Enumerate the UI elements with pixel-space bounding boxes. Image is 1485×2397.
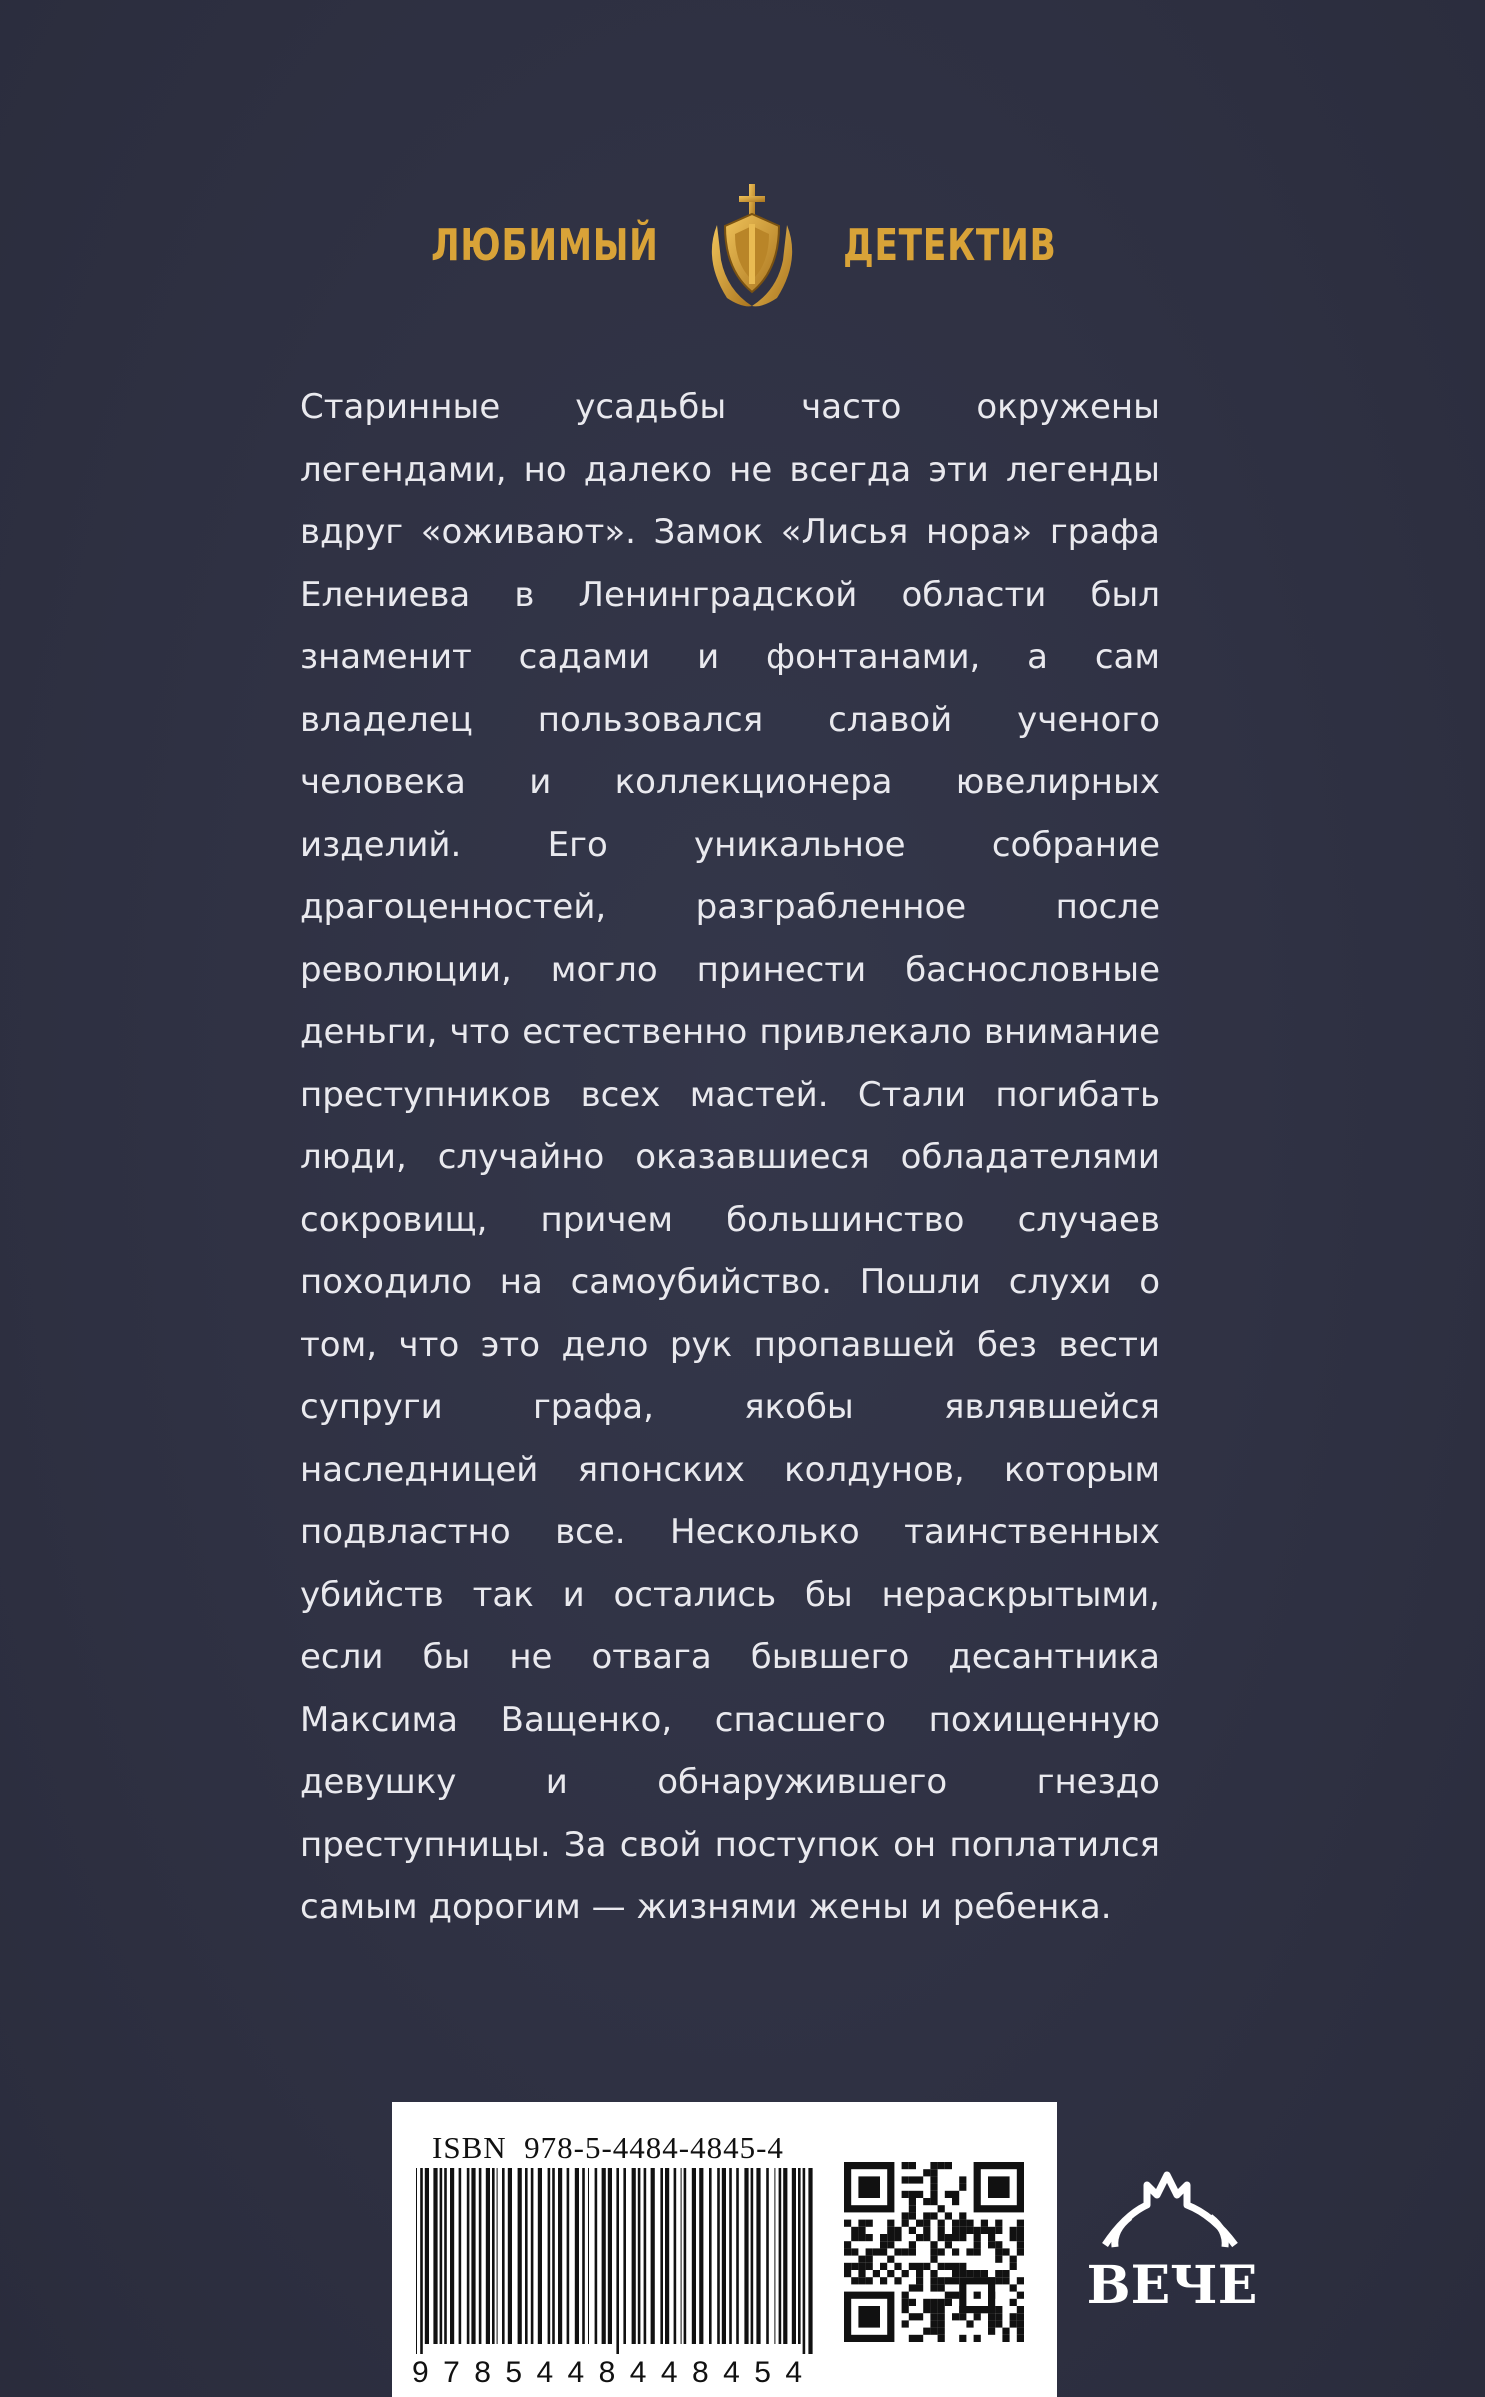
- qr-module: [959, 2335, 966, 2342]
- qr-module: [959, 2176, 966, 2183]
- qr-module: [988, 2234, 995, 2241]
- qr-module: [959, 2234, 966, 2241]
- qr-module: [995, 2256, 1002, 2263]
- qr-module: [916, 2284, 923, 2291]
- barcode-bar: [623, 2168, 626, 2344]
- barcode-bar: [803, 2168, 806, 2354]
- qr-module: [902, 2299, 909, 2306]
- barcode-bar: [459, 2168, 462, 2344]
- qr-module: [1010, 2320, 1017, 2327]
- qr-module: [923, 2169, 930, 2176]
- qr-module: [866, 2234, 873, 2241]
- qr-module: [938, 2162, 945, 2169]
- series-header: [0, 180, 1485, 310]
- qr-module: [894, 2263, 901, 2270]
- qr-module: [1002, 2277, 1009, 2284]
- qr-module: [880, 2263, 887, 2270]
- qr-module: [995, 2248, 1002, 2255]
- qr-module: [909, 2198, 916, 2205]
- barcode-bar: [774, 2168, 775, 2344]
- qr-module: [887, 2270, 894, 2277]
- qr-module: [916, 2335, 923, 2342]
- qr-module: [873, 2270, 880, 2277]
- barcode-bar: [709, 2168, 712, 2344]
- qr-module: [902, 2176, 909, 2183]
- qr-module: [916, 2263, 923, 2270]
- qr-module: [844, 2270, 851, 2277]
- isbn-number: 978-5-4484-4845-4: [524, 2130, 784, 2165]
- qr-module: [952, 2234, 959, 2241]
- qr-module: [974, 2241, 981, 2248]
- qr-module: [1017, 2306, 1024, 2313]
- ean-barcode: [412, 2168, 832, 2388]
- qr-module: [902, 2320, 909, 2327]
- qr-module: [988, 2313, 995, 2320]
- qr-module: [981, 2220, 988, 2227]
- qr-module: [887, 2256, 894, 2263]
- barcode-bar: [567, 2168, 570, 2344]
- qr-module: [930, 2198, 937, 2205]
- qr-module: [952, 2313, 959, 2320]
- barcode-bar: [632, 2168, 636, 2344]
- qr-module: [981, 2227, 988, 2234]
- qr-module: [938, 2328, 945, 2335]
- qr-module: [887, 2241, 894, 2248]
- qr-module: [988, 2227, 995, 2234]
- qr-module: [858, 2176, 880, 2198]
- qr-module: [1010, 2263, 1017, 2270]
- qr-module: [930, 2212, 937, 2219]
- qr-module: [902, 2292, 909, 2299]
- qr-module: [844, 2241, 851, 2248]
- qr-code: [844, 2162, 1024, 2342]
- qr-module: [923, 2306, 930, 2313]
- barcode-bar: [766, 2168, 769, 2344]
- qr-module: [902, 2162, 909, 2169]
- qr-module: [959, 2270, 966, 2277]
- qr-module: [902, 2306, 909, 2313]
- qr-module: [952, 2191, 959, 2198]
- qr-module: [938, 2248, 945, 2255]
- qr-module: [974, 2234, 981, 2241]
- qr-module: [1017, 2328, 1024, 2335]
- qr-module: [909, 2191, 916, 2198]
- qr-module: [995, 2277, 1002, 2284]
- qr-module: [1017, 2234, 1024, 2241]
- qr-module: [858, 2270, 865, 2277]
- barcode-bar: [486, 2168, 490, 2344]
- qr-module: [923, 2198, 930, 2205]
- barcode-bar: [508, 2168, 512, 2344]
- qr-module: [930, 2299, 937, 2306]
- qr-module: [909, 2205, 916, 2212]
- barcode-bar: [684, 2168, 687, 2344]
- qr-module: [930, 2284, 937, 2291]
- qr-module: [1010, 2313, 1017, 2320]
- qr-module: [1017, 2277, 1024, 2284]
- qr-module: [995, 2227, 1002, 2234]
- qr-module: [974, 2313, 981, 2320]
- qr-module: [952, 2277, 959, 2284]
- qr-module: [945, 2241, 952, 2248]
- qr-module: [902, 2191, 909, 2198]
- annotation-text: Старинные усадьбы часто окружены легендами, но далеко не всегда эти легенды вдруг «оживают». Замок «Лисья нора» графа Елениева в Ленинградской области был знаменит садами и фонтанами, а сам владелец пользовался славой ученого человека и коллекционера ювелирных изделий. Его уникальное собрание драгоценностей, разграбленное после революции, могло принести баснословные деньги, что естественно привлекало внимание преступников всех мастей. Стали погибать люди, случайно оказавшиеся обладателями сокровищ, причем большинство случаев походило на самоубийство. Пошли слухи о том, что это дело рук пропавшей без вести супруги графа, якобы являвшейся наследницей японских колдунов, которым подвластно все. Несколько таинственных убийств так и остались бы нераскрытыми, если бы не отвага бывшего десантника Максима Ващенко, спасшего похищенную девушку и обнаружившего гнездо преступницы. За свой поступок он поплатился самым дорогим — жизнями жены и ребенка.: [300, 387, 1160, 1927]
- isbn-label: ISBN: [432, 2130, 507, 2165]
- qr-module: [938, 2220, 945, 2227]
- qr-module: [894, 2227, 901, 2234]
- qr-module: [851, 2248, 858, 2255]
- qr-module: [974, 2270, 981, 2277]
- qr-module: [909, 2162, 916, 2169]
- barcode-bar: [416, 2168, 417, 2354]
- qr-module: [952, 2292, 959, 2299]
- qr-module: [988, 2320, 995, 2327]
- veche-logo-icon: [1085, 2155, 1260, 2330]
- qr-module: [930, 2306, 937, 2313]
- qr-module: [952, 2227, 959, 2234]
- qr-module: [880, 2248, 887, 2255]
- qr-module: [909, 2335, 916, 2342]
- barcode-bar: [450, 2168, 454, 2344]
- qr-module: [1002, 2328, 1009, 2335]
- qr-module: [974, 2248, 981, 2255]
- qr-module: [952, 2263, 959, 2270]
- qr-module: [923, 2227, 930, 2234]
- qr-module: [945, 2299, 952, 2306]
- qr-module: [909, 2241, 916, 2248]
- qr-module: [880, 2241, 887, 2248]
- qr-module: [844, 2248, 851, 2255]
- qr-module: [1010, 2227, 1017, 2234]
- barcode-bar: [681, 2168, 682, 2344]
- barcode-bar: [722, 2168, 726, 2344]
- qr-module: [866, 2277, 873, 2284]
- qr-module: [974, 2335, 981, 2342]
- qr-module: [938, 2299, 945, 2306]
- qr-module: [916, 2277, 923, 2284]
- qr-module: [923, 2220, 930, 2227]
- qr-module: [995, 2270, 1002, 2277]
- barcode-bar: [444, 2168, 447, 2344]
- barcode-bar: [783, 2168, 787, 2344]
- barcode-bar: [525, 2168, 528, 2344]
- barcode-bar: [588, 2168, 589, 2344]
- qr-module: [995, 2241, 1002, 2248]
- qr-module: [894, 2248, 901, 2255]
- qr-module: [1017, 2320, 1024, 2327]
- qr-module: [923, 2212, 930, 2219]
- qr-module: [930, 2328, 937, 2335]
- qr-module: [930, 2184, 937, 2191]
- qr-module: [1010, 2256, 1017, 2263]
- qr-module: [916, 2191, 923, 2198]
- qr-module: [858, 2234, 865, 2241]
- qr-module: [938, 2320, 945, 2327]
- series-title-right: ДЕТЕКТИВ: [842, 219, 1057, 271]
- qr-module: [988, 2328, 995, 2335]
- barcode-bar: [595, 2168, 598, 2344]
- qr-module: [930, 2270, 937, 2277]
- qr-module: [952, 2270, 959, 2277]
- qr-module: [844, 2263, 851, 2270]
- qr-module: [894, 2234, 901, 2241]
- isbn-line: [432, 2130, 784, 2166]
- qr-module: [866, 2263, 873, 2270]
- qr-module: [894, 2277, 901, 2284]
- barcode-bar: [644, 2168, 647, 2344]
- series-title-left: ЛЮБИМЫЙ: [430, 219, 659, 271]
- qr-module: [844, 2220, 851, 2227]
- barcode-bar: [502, 2168, 505, 2344]
- barcode-bar: [467, 2168, 470, 2344]
- qr-module: [887, 2220, 894, 2227]
- qr-module: [945, 2212, 952, 2219]
- isbn-barcode-panel: [392, 2102, 1057, 2397]
- qr-module: [938, 2263, 945, 2270]
- qr-module: [1017, 2335, 1024, 2342]
- barcode-bar: [692, 2168, 696, 2344]
- qr-module: [930, 2169, 937, 2176]
- publisher-name: ВЕЧЕ: [1086, 2255, 1258, 2316]
- barcode-bar: [575, 2168, 579, 2344]
- qr-module: [1010, 2299, 1017, 2306]
- qr-module: [930, 2256, 937, 2263]
- qr-module: [909, 2248, 916, 2255]
- qr-module: [916, 2313, 923, 2320]
- qr-module: [1002, 2248, 1009, 2255]
- qr-module: [974, 2227, 981, 2234]
- qr-module: [966, 2270, 973, 2277]
- qr-module: [858, 2227, 865, 2234]
- barcode-bar: [425, 2168, 429, 2344]
- barcode-bar: [608, 2168, 612, 2344]
- qr-module: [858, 2277, 865, 2284]
- qr-module: [959, 2313, 966, 2320]
- qr-module: [930, 2191, 937, 2198]
- qr-module: [959, 2212, 966, 2219]
- barcode-bar: [420, 2168, 423, 2354]
- qr-module: [995, 2306, 1002, 2313]
- qr-module: [995, 2320, 1002, 2327]
- qr-module: [995, 2220, 1002, 2227]
- qr-module: [945, 2162, 952, 2169]
- qr-module: [930, 2313, 937, 2320]
- qr-module: [1002, 2270, 1009, 2277]
- qr-module: [930, 2320, 937, 2327]
- qr-module: [930, 2277, 937, 2284]
- qr-module: [938, 2306, 945, 2313]
- barcode-bar: [756, 2168, 760, 2344]
- qr-module: [880, 2234, 887, 2241]
- qr-module: [909, 2176, 916, 2183]
- qr-module: [1002, 2335, 1009, 2342]
- qr-module: [909, 2284, 916, 2291]
- qr-module: [902, 2248, 909, 2255]
- qr-module: [930, 2176, 937, 2183]
- qr-module: [858, 2220, 865, 2227]
- qr-module: [866, 2248, 873, 2255]
- barcode-bar: [479, 2168, 482, 2344]
- barcode-bar: [699, 2168, 703, 2344]
- qr-module: [902, 2220, 909, 2227]
- barcode-bar: [665, 2168, 669, 2344]
- barcode-bar: [792, 2168, 796, 2344]
- qr-module: [923, 2234, 930, 2241]
- qr-module: [930, 2241, 937, 2248]
- qr-module: [902, 2270, 909, 2277]
- barcode-bar: [660, 2168, 663, 2344]
- barcode-bar: [548, 2168, 551, 2344]
- shield-sword-wreath-icon: [697, 180, 807, 310]
- barcode-bar: [602, 2168, 606, 2344]
- qr-module: [959, 2184, 966, 2191]
- barcode-bar: [471, 2168, 475, 2344]
- qr-module: [923, 2328, 930, 2335]
- barcode-bar: [518, 2168, 522, 2344]
- qr-module: [966, 2220, 973, 2227]
- qr-module: [952, 2220, 959, 2227]
- qr-module: [938, 2313, 945, 2320]
- qr-module: [1017, 2248, 1024, 2255]
- barcode-bar: [638, 2168, 641, 2344]
- qr-module: [851, 2234, 858, 2241]
- qr-module: [938, 2335, 945, 2342]
- qr-module: [945, 2292, 952, 2299]
- barcode-bar: [552, 2168, 555, 2344]
- qr-module: [974, 2292, 981, 2299]
- barcode-bar: [616, 2168, 619, 2354]
- qr-module: [866, 2256, 873, 2263]
- qr-module: [945, 2263, 952, 2270]
- barcode-bar: [744, 2168, 748, 2344]
- barcode-bar: [729, 2168, 732, 2344]
- qr-module: [930, 2162, 937, 2169]
- qr-module: [1017, 2292, 1024, 2299]
- qr-module: [880, 2277, 887, 2284]
- qr-module: [966, 2320, 973, 2327]
- qr-module: [909, 2263, 916, 2270]
- qr-module: [938, 2284, 945, 2291]
- qr-module: [938, 2227, 945, 2234]
- qr-module: [945, 2234, 952, 2241]
- qr-module: [873, 2248, 880, 2255]
- qr-module: [981, 2270, 988, 2277]
- barcode-bar: [440, 2168, 443, 2344]
- barcode-digits: 9785448448454: [412, 2356, 802, 2388]
- qr-module: [909, 2227, 916, 2234]
- barcode-bar: [651, 2168, 655, 2344]
- qr-module: [938, 2234, 945, 2241]
- qr-module: [930, 2248, 937, 2255]
- qr-module: [1017, 2220, 1024, 2227]
- qr-module: [858, 2256, 865, 2263]
- barcode-bar: [798, 2168, 801, 2344]
- qr-module: [995, 2313, 1002, 2320]
- qr-module: [1017, 2227, 1024, 2234]
- qr-module: [866, 2220, 873, 2227]
- qr-module: [909, 2212, 916, 2219]
- qr-module: [916, 2220, 923, 2227]
- qr-module: [858, 2263, 865, 2270]
- qr-module: [959, 2263, 966, 2270]
- qr-module: [966, 2227, 973, 2234]
- barcode-bar: [497, 2168, 498, 2344]
- qr-module: [959, 2227, 966, 2234]
- qr-module: [851, 2263, 858, 2270]
- qr-module: [952, 2198, 959, 2205]
- qr-module: [909, 2313, 916, 2320]
- qr-module: [952, 2248, 959, 2255]
- barcode-bar: [674, 2168, 677, 2344]
- barcode-bar: [492, 2168, 495, 2344]
- barcode-bar: [736, 2168, 739, 2344]
- qr-module: [945, 2277, 952, 2284]
- qr-module: [916, 2270, 923, 2277]
- qr-module: [851, 2227, 858, 2234]
- qr-module: [1017, 2241, 1024, 2248]
- qr-module: [923, 2299, 930, 2306]
- barcode-bar: [558, 2168, 562, 2344]
- qr-module: [1010, 2234, 1017, 2241]
- barcode-bar: [538, 2168, 542, 2344]
- qr-module: [966, 2248, 973, 2255]
- qr-module: [902, 2212, 909, 2219]
- qr-module: [945, 2191, 952, 2198]
- barcode-bar: [531, 2168, 534, 2344]
- qr-module: [923, 2263, 930, 2270]
- barcode-bar: [582, 2168, 585, 2344]
- qr-module: [916, 2176, 923, 2183]
- barcode-bar: [808, 2168, 812, 2354]
- barcode-bar: [717, 2168, 720, 2344]
- qr-module: [887, 2227, 894, 2234]
- qr-module: [959, 2220, 966, 2227]
- qr-module: [938, 2205, 945, 2212]
- qr-module: [1017, 2313, 1024, 2320]
- qr-module: [938, 2277, 945, 2284]
- barcode-bar: [779, 2168, 782, 2344]
- qr-module: [851, 2277, 858, 2284]
- qr-module: [887, 2234, 894, 2241]
- qr-module: [909, 2299, 916, 2306]
- barcode-bar: [433, 2168, 437, 2344]
- qr-module: [1010, 2284, 1017, 2291]
- qr-module: [988, 2176, 1010, 2198]
- qr-module: [988, 2241, 995, 2248]
- barcode-bar: [751, 2168, 754, 2344]
- qr-module: [916, 2234, 923, 2241]
- qr-module: [858, 2306, 880, 2328]
